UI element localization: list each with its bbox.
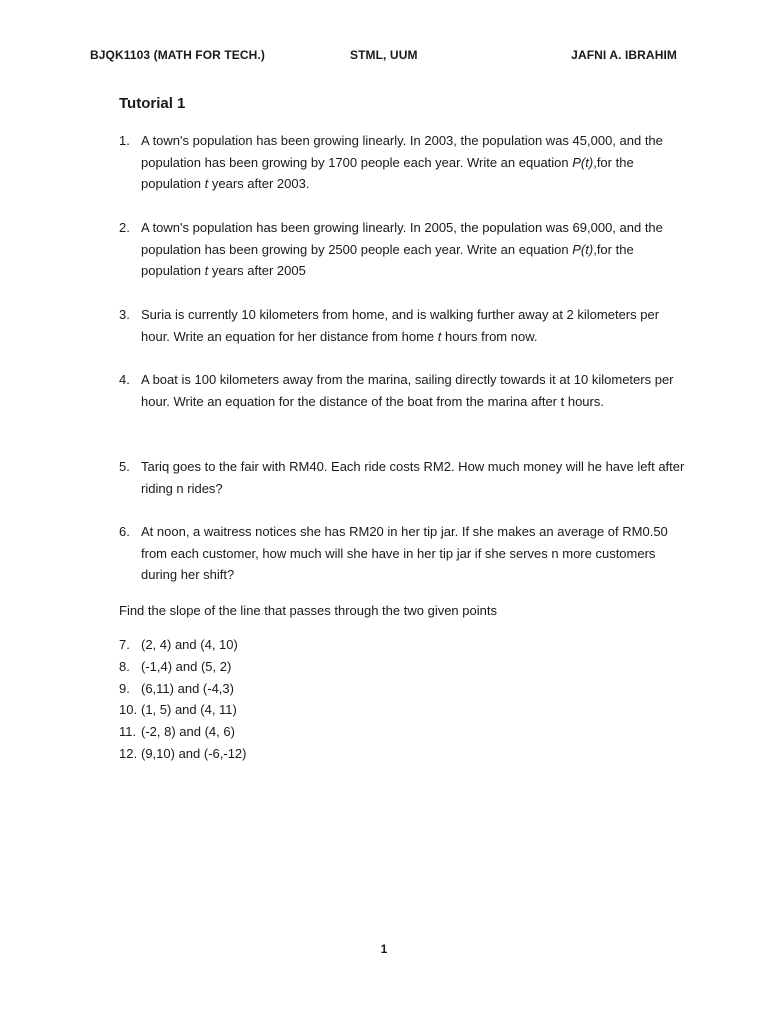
page-title: Tutorial 1: [119, 95, 186, 112]
question-number: 7.: [119, 637, 130, 652]
question-text: Suria is currently 10 kilometers from home, and is walking further away at 2 kilometers per hour. Write an equation for her distance from home t hours from now.: [141, 307, 660, 344]
point-pair-11: [119, 721, 235, 743]
question-text: A boat is 100 kilometers away from the marina, sailing directly towards it at 10 kilometers per hour. Write an equation for the distance of the boat from the marina after t hours.: [141, 372, 674, 409]
question-number: 1.: [119, 133, 130, 148]
point-pair-text: (2, 4) and (4, 10): [141, 637, 238, 652]
question-number: 4.: [119, 372, 130, 387]
point-pair-10: [119, 699, 237, 721]
question-4: [119, 369, 689, 412]
point-pair-9: [119, 678, 234, 700]
point-pair-text: (1, 5) and (4, 11): [141, 702, 237, 717]
point-pair-text: (9,10) and (-6,-12): [141, 746, 247, 761]
page-number: 1: [380, 942, 388, 956]
question-6: [119, 521, 689, 586]
author-name: JAFNI A. IBRAHIM: [571, 48, 677, 62]
point-pair-text: (6,11) and (-4,3): [141, 681, 234, 696]
question-number: 12.: [119, 746, 138, 761]
page-header: [0, 48, 768, 66]
question-number: 3.: [119, 307, 130, 322]
question-text: At noon, a waitress notices she has RM20 in her tip jar. If she makes an average of RM0.50 from each customer, how much will she have in her tip jar if she serves n more customers during her shift?: [141, 524, 668, 583]
question-1: [119, 130, 689, 195]
question-text: Tariq goes to the fair with RM40. Each ride costs RM2. How much money will he have left after riding n rides?: [141, 459, 685, 496]
point-pair-8: [119, 656, 231, 678]
question-number: 9.: [119, 681, 130, 696]
slope-instruction: Find the slope of the line that passes through the two given points: [119, 603, 497, 618]
point-pair-text: (-2, 8) and (4, 6): [141, 724, 235, 739]
point-pair-7: [119, 634, 238, 656]
question-number: 6.: [119, 524, 130, 539]
question-text: A town's population has been growing linearly. In 2005, the population was 69,000, and the population has been growing by 2500 people each year. Write an equation P(t),for the population t years after 2005: [141, 220, 663, 279]
question-3: [119, 304, 689, 347]
question-number: 8.: [119, 659, 130, 674]
point-pair-text: (-1,4) and (5, 2): [141, 659, 232, 674]
school-name: STML, UUM: [350, 48, 418, 62]
point-pair-12: [119, 743, 247, 765]
question-text: A town's population has been growing linearly. In 2003, the population was 45,000, and the population has been growing by 1700 people each year. Write an equation P(t),for the population t years after 2003.: [141, 133, 663, 192]
question-number: 11.: [119, 724, 137, 739]
course-code: BJQK1103 (MATH FOR TECH.): [90, 48, 265, 62]
question-number: 10.: [119, 702, 138, 717]
question-number: 2.: [119, 220, 130, 235]
question-2: [119, 217, 689, 282]
question-number: 5.: [119, 459, 130, 474]
question-5: [119, 456, 689, 499]
